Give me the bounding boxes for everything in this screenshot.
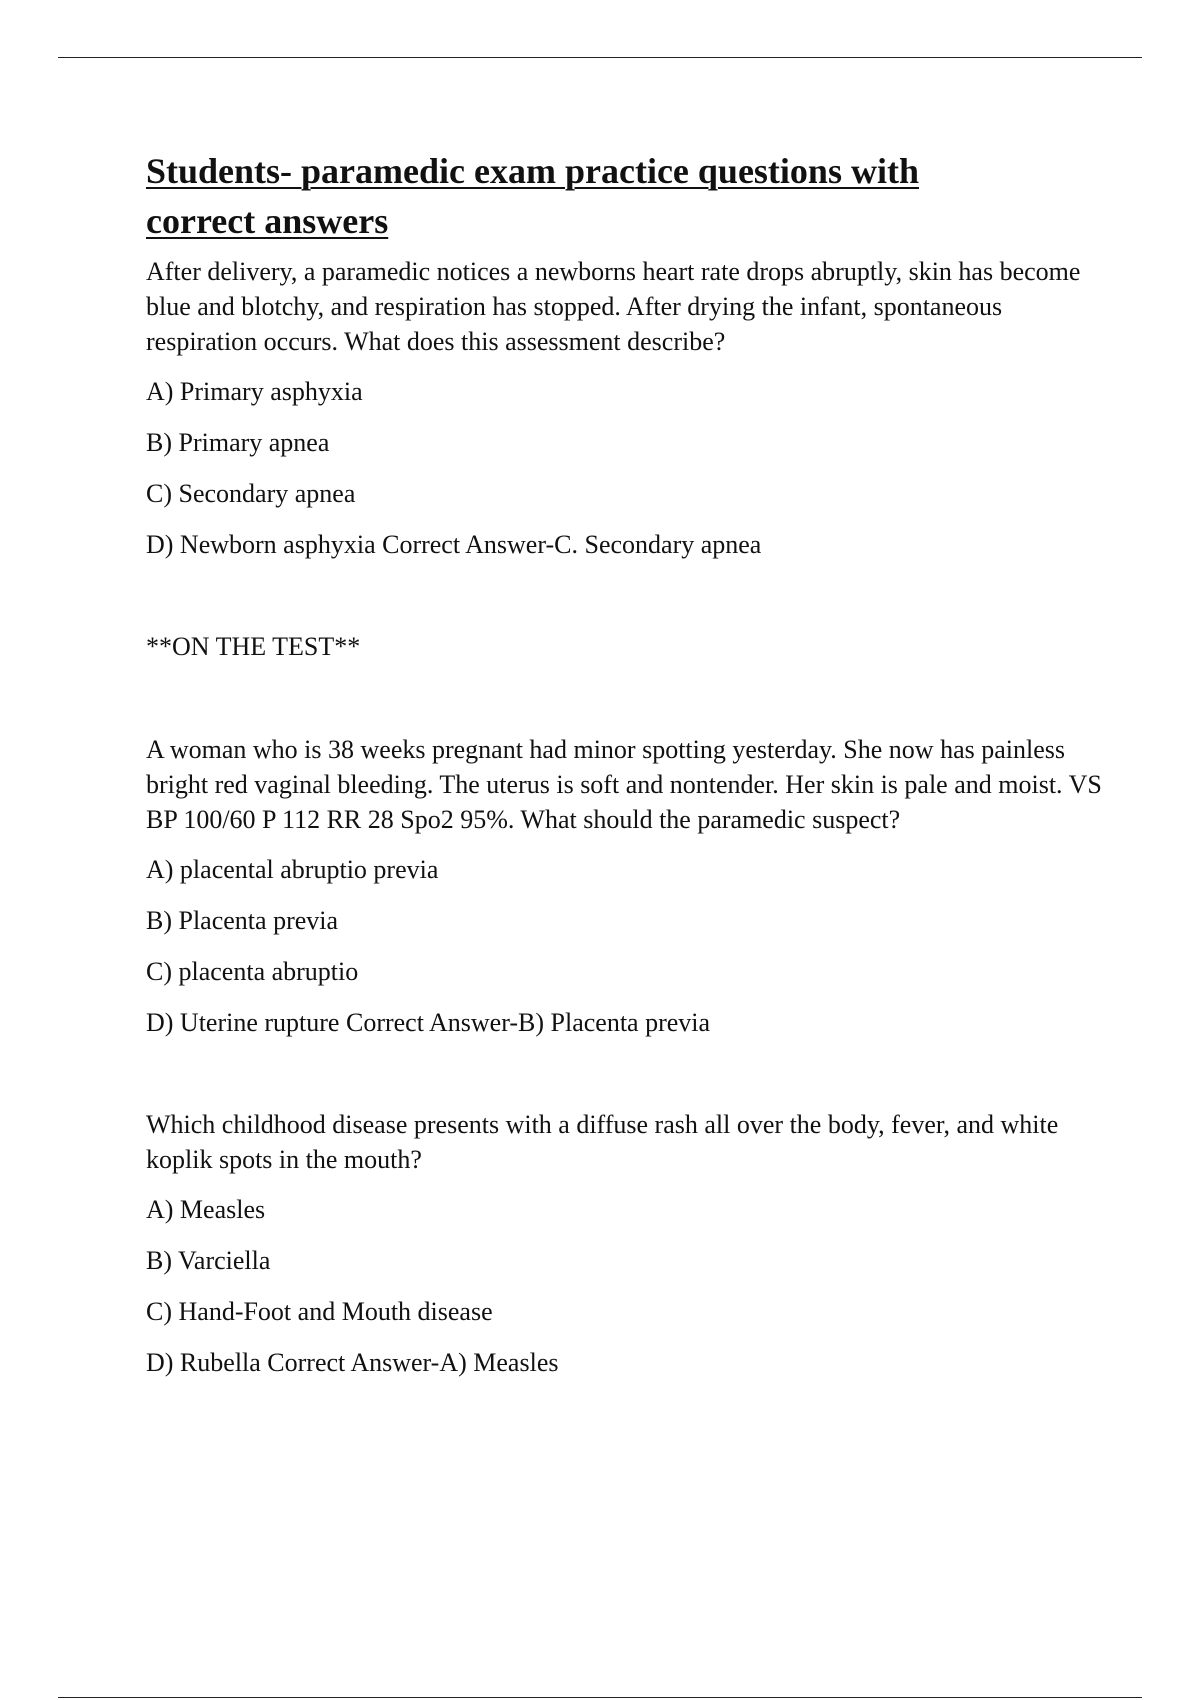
option-b: B) Varciella [146,1246,271,1275]
question-text: Which childhood disease presents with a diffuse rash all over the body, fever, and white koplik spots in the mouth? [146,1110,1059,1174]
option-a: A) placental abruptio previa [146,855,439,884]
footer-rule [58,1697,1142,1698]
option-c: C) placenta abruptio [146,957,359,986]
option-c: C) Secondary apnea [146,479,356,508]
header-rule [58,57,1142,58]
option-b: B) Placenta previa [146,906,339,935]
option-b: B) Primary apnea [146,428,330,457]
option-a: A) Measles [146,1195,266,1224]
question-1 [146,254,1106,562]
on-the-test-note: **ON THE TEST** [146,632,361,661]
title-line-1: Students- paramedic exam practice questions with [146,151,919,191]
question-3 [146,1107,1106,1380]
document-body [146,146,1106,1380]
title-line-2: correct answers [146,201,389,241]
option-c: C) Hand-Foot and Mouth disease [146,1297,493,1326]
question-text: After delivery, a paramedic notices a newborns heart rate drops abruptly, skin has become blue and blotchy, and respiration has stopped. After drying the infant, spontaneous respiration occurs. What does this assessment describe? [146,257,1081,356]
option-a: A) Primary asphyxia [146,377,363,406]
document-title [146,146,1106,246]
option-d-with-answer: D) Uterine rupture Correct Answer-B) Placenta previa [146,1008,711,1037]
option-d-with-answer: D) Newborn asphyxia Correct Answer-C. Secondary apnea [146,530,762,559]
question-text: A woman who is 38 weeks pregnant had minor spotting yesterday. She now has painless bright red vaginal bleeding. The uterus is soft and nontender. Her skin is pale and moist. VS BP 100/60 P 112 RR 28 Spo2 95%. What should the paramedic suspect? [146,735,1102,834]
option-d-with-answer: D) Rubella Correct Answer-A) Measles [146,1348,559,1377]
question-2 [146,732,1106,1040]
